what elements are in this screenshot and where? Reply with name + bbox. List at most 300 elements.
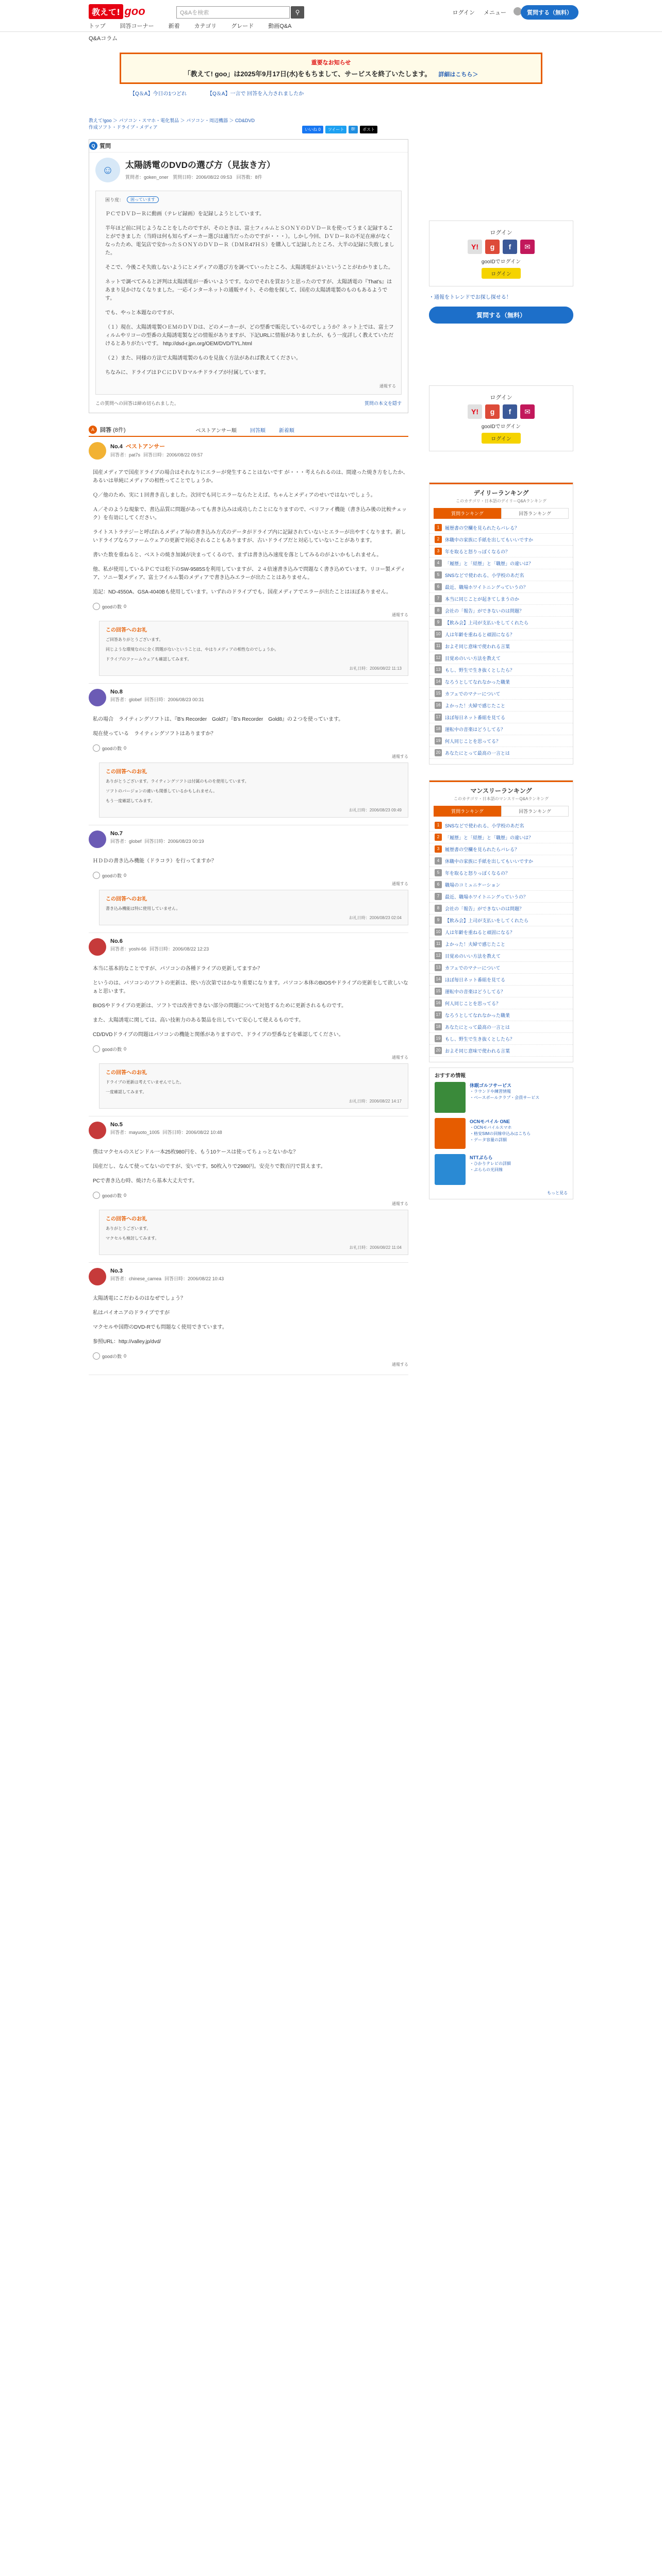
ranking-item[interactable] <box>429 1021 573 1033</box>
answer-paragraph: 太陽誘電にこだわるのはなぜでしょう？ <box>93 1296 186 1301</box>
report-link[interactable]: 通報する <box>379 384 396 388</box>
report-link[interactable]: 通報する <box>392 1201 408 1206</box>
ranking-item-label: 休職中の家族に手紙を出してもいいですか <box>445 537 534 543</box>
hatena-button[interactable]: B! <box>349 126 358 133</box>
ranking-item[interactable] <box>429 926 573 938</box>
good-row <box>89 1192 408 1199</box>
ranking-tabs <box>434 508 569 519</box>
ranking-item[interactable] <box>429 557 573 569</box>
thanks-box <box>99 1063 408 1109</box>
rank-number: 2 <box>435 834 442 841</box>
report-link[interactable]: 通報する <box>392 754 408 759</box>
avatar[interactable] <box>89 831 106 848</box>
good-label: goodの数 <box>102 1353 122 1359</box>
nav-category[interactable]: カテゴリ <box>194 23 217 29</box>
avatar[interactable] <box>89 442 106 460</box>
thanks-paragraph: ご回答ありがとうございます。 <box>106 637 163 642</box>
recommended-title[interactable]: NTTぷらら <box>470 1155 493 1160</box>
hide-question-link[interactable]: 質問の本文を隠す <box>364 401 402 406</box>
answer-paragraph: 国産メディアで国産ドライブの場合はそれなりにエラーが発生することはないです が・・・考えられるのは、間違った焼き方をしたか、あるいは単純にメディアの相性ってことでしょうか。 <box>93 470 408 484</box>
subnav-link-1[interactable]: 【Q＆A】今日の1つどれ <box>130 91 187 97</box>
ranking-item-label: 本当に同じことが起きてしまうのか <box>445 596 520 602</box>
ranking-item[interactable] <box>429 700 573 711</box>
ranking-item[interactable] <box>429 676 573 688</box>
good-count: 0 <box>124 745 127 751</box>
question-paragraph: 半年ほど前に同じようなことをしたのですが、そのときは、富士フィルムとＳＯＮＹのＤＶＤーＲを使ってうまく記録することができました（当時は何も知らずメーカー選びは適当だったのですが・・・）。しかし今回、ＤＶＤーＲの不足在庫がなくなったため、電気店で安かったＳＯＮＹのＤＶＤーＲ（ＤＭＲ47ＨＳ）を購入して記録したところ、大半の記録に失敗しました。 <box>105 226 394 256</box>
nav-top[interactable]: トップ <box>89 23 106 29</box>
avatar[interactable] <box>89 1268 106 1285</box>
search-input[interactable]: Q&Aを検索 <box>176 6 290 19</box>
good-icon[interactable] <box>93 603 100 610</box>
ranking-item[interactable] <box>429 903 573 914</box>
rank-number: 11 <box>435 642 442 650</box>
question-label-text: 質問 <box>100 143 111 149</box>
rank-number: 2 <box>435 536 442 543</box>
good-icon[interactable] <box>93 872 100 879</box>
ranking-item-label: ほぼ毎日ネット番組を見てる <box>445 977 506 982</box>
ranking-item-label: 職場のコミュニケーション <box>445 882 501 888</box>
good-count: 0 <box>124 1353 127 1359</box>
answer-icon: A <box>89 426 97 434</box>
answer-body <box>89 716 408 738</box>
answer-paragraph: 参照URL：http://valley.jp/dvd/ <box>93 1339 161 1345</box>
recommended-link[interactable]: ・データ容量の詳細 <box>470 1138 507 1142</box>
question-icon: Q <box>89 142 97 150</box>
thanks-paragraph: ありがとうございます。 <box>106 1226 151 1231</box>
sns-login <box>429 404 573 419</box>
recommended-link[interactable]: ・ぷららの光回線 <box>470 1167 503 1172</box>
report-link[interactable]: 通報する <box>392 1362 408 1367</box>
rank-number: 9 <box>435 917 442 924</box>
answer-list <box>89 437 408 1375</box>
answer-title-line <box>110 442 206 450</box>
rank-number: 18 <box>435 1023 442 1030</box>
answer-head <box>89 442 408 460</box>
ranking-item-label: よかった！夫婦で感じたこと <box>445 703 506 708</box>
answer-number: No.4 <box>110 444 123 450</box>
ranking-item[interactable] <box>429 855 573 867</box>
answer-number: No.6 <box>110 938 123 944</box>
ranking-item[interactable] <box>429 997 573 1009</box>
sort-newest[interactable]: 新着順 <box>278 428 294 434</box>
notice-title: 重要なお知らせ <box>311 60 351 66</box>
report-link[interactable]: 通報する <box>392 1055 408 1060</box>
rank-number: 16 <box>435 702 442 709</box>
avatar[interactable] <box>89 1122 106 1139</box>
recommended-title[interactable]: 休眠ゴルフサービス <box>470 1083 512 1088</box>
ranking-item[interactable] <box>429 986 573 997</box>
google-icon[interactable]: g <box>485 240 500 254</box>
answer-body <box>89 965 408 1039</box>
answer-paragraph: 僕はマクセルのスピンドル一本25枚980円を、もう10ケースは使ってちょっとないかな？ <box>93 1149 299 1155</box>
ranking-item-label: もし、野生で生き抜くとしたら？ <box>445 667 515 673</box>
notice-link[interactable]: 詳細はこちら＞ <box>438 72 478 78</box>
recommended-list <box>435 1082 568 1185</box>
login-button[interactable]: ログイン <box>482 433 521 444</box>
recommended-item[interactable] <box>435 1082 568 1113</box>
thanks-paragraph: ソフトのバージョンの違いも関係しているかもしれません。 <box>106 789 218 793</box>
more-link[interactable]: もっと見る <box>547 1191 568 1195</box>
answer-head-text <box>110 689 207 703</box>
google-icon[interactable]: g <box>485 404 500 419</box>
ranking-item[interactable] <box>429 962 573 974</box>
answer-head <box>89 1268 408 1285</box>
goo-login-label: gooIDでログイン <box>481 424 521 430</box>
ranking-item-label: 運転中の音楽はどうしてる？ <box>445 726 506 732</box>
breadcrumb[interactable]: 教えて!goo ＞ パソコン・スマホ・電化製品 ＞ パソコン・周辺機器 ＞ CD&DVD 作成ソフト・ドライブ・メディア <box>89 118 255 130</box>
rank-number: 19 <box>435 737 442 744</box>
answers-header <box>89 423 408 437</box>
ranking-item[interactable] <box>429 569 573 581</box>
answer-meta <box>110 838 207 844</box>
question-asker[interactable]: 質問者：goken_oner <box>125 175 169 180</box>
thanks-box <box>99 762 408 818</box>
good-row <box>89 1352 408 1360</box>
rank-number: 6 <box>435 583 442 590</box>
recommended-title[interactable]: OCNモバイル ONE <box>470 1119 510 1124</box>
answer-paragraph: というのは、パソコンのソフトの更新は、使い方次第ではかなり重要になります。パソコン本体のBIOSやドライブの更新をして欲しいなぁと思います。 <box>93 980 408 994</box>
rank-number: 20 <box>435 1047 442 1054</box>
recommended-item[interactable] <box>435 1154 568 1185</box>
answer-item <box>89 825 408 933</box>
tweet-button[interactable]: ツイート <box>325 126 347 133</box>
ranking-item[interactable] <box>429 938 573 950</box>
ranking-item[interactable] <box>429 640 573 652</box>
ranking-item[interactable] <box>429 820 573 832</box>
good-row <box>89 744 408 752</box>
avatar: ☺ <box>95 158 120 182</box>
nav-grade[interactable]: グレード <box>231 23 254 29</box>
difficulty-label: 困り度： <box>105 197 124 202</box>
nav-answer-corner[interactable]: 回答コーナー <box>120 23 154 29</box>
recommended-text <box>470 1118 531 1149</box>
ranking-item[interactable] <box>429 629 573 640</box>
mail-icon[interactable]: ✉ <box>520 240 535 254</box>
ranking-item[interactable] <box>429 593 573 605</box>
question-paragraph: でも、やっと本題なのですが、 <box>105 310 177 316</box>
page-title: 太陽誘電のDVDの選び方（見抜き方） <box>125 160 275 170</box>
rank-number: 5 <box>435 869 442 876</box>
like-button[interactable]: いいね 0 <box>302 126 323 133</box>
daily-ranking <box>429 482 573 765</box>
answer-date: 回答日時：2006/08/22 10:48 <box>162 1130 222 1135</box>
answer-paragraph: 私の場合 ライティングソフトは、『B's Recorder Gold7』『B's Recorder Gold8』の２つを使っています。 <box>93 717 344 722</box>
menu-link[interactable]: メニュー <box>484 10 506 16</box>
ranking-item[interactable] <box>429 688 573 700</box>
rank-number: 17 <box>435 1011 442 1019</box>
ranking-item-label: カフェでのマナーについて <box>445 965 501 971</box>
ranking-item-label: あなたにとって最高の一言とは <box>445 1024 510 1030</box>
ranking-item-label: 最近、職場ホワイトニングっていうの？ <box>445 584 528 590</box>
ranking-item[interactable] <box>429 723 573 735</box>
answer-head-text <box>110 1268 227 1282</box>
question-date: 質問日時：2006/08/22 09:53 <box>173 175 233 180</box>
good-label: goodの数 <box>102 745 122 751</box>
tab-answer-ranking[interactable]: 回答ランキング <box>501 806 569 817</box>
answer-date: 回答日時：2006/08/23 00:31 <box>144 697 204 702</box>
answer-title-line <box>110 938 212 944</box>
ranking-item[interactable] <box>429 735 573 747</box>
rank-number: 12 <box>435 654 442 662</box>
nav-qa-column[interactable]: Q&Aコラム <box>89 36 118 42</box>
recommended-link[interactable]: ・ベースボールクラブ・会員サービス <box>470 1095 540 1100</box>
ranking-item-label: ほぼ毎日ネット番組を見てる <box>445 715 506 720</box>
ask-question-button[interactable]: 質問する（無料） <box>521 5 578 20</box>
thanks-paragraph: 一度確認してみます。 <box>106 1090 147 1094</box>
rank-number: 4 <box>435 560 442 567</box>
ranking-item-label: SNSなどで使われる、小学校のあだ名 <box>445 572 524 578</box>
thanks-date: お礼日時：2006/08/22 14:17 <box>349 1099 402 1104</box>
ranking-title: デイリーランキング <box>429 483 573 498</box>
nav-video-qa[interactable]: 動画Q&A <box>268 23 292 29</box>
ranking-item[interactable] <box>429 617 573 629</box>
ranking-subtitle: このカテゴリ・日本語のデイリーQ&Aランキング <box>456 499 547 503</box>
good-label: goodの数 <box>102 1193 122 1198</box>
logo-main: 教えて! <box>89 4 123 19</box>
site-header <box>0 0 662 32</box>
thanks-title: この回答へのお礼 <box>106 769 147 775</box>
ranking-item-label: 最近、職場ホワイトニングっていうの？ <box>445 894 528 900</box>
answer-item <box>89 933 408 1116</box>
subnav-link-2[interactable]: 【Q＆A】一言で 回答を入力されましたか <box>207 91 304 97</box>
ranking-item[interactable] <box>429 1009 573 1021</box>
recommended-link[interactable]: ・格安SIMの回線申込みはこちら <box>470 1131 531 1136</box>
ranking-item[interactable] <box>429 1033 573 1045</box>
ranking-item-label: 目覚めのいい方法を教えて <box>445 953 501 959</box>
thanks-box <box>99 621 408 676</box>
yahoo-icon[interactable]: Y! <box>468 240 482 254</box>
rank-number: 10 <box>435 631 442 638</box>
good-row <box>89 603 408 610</box>
recommended-thumbnail[interactable] <box>435 1154 466 1185</box>
facebook-icon[interactable]: f <box>503 404 517 419</box>
question-paragraph: そこで、今後こそ失敗しないようにとメディアの選び方を調べていったところ、太陽誘電がよいということがわかりました。 <box>105 265 393 270</box>
good-icon[interactable] <box>93 744 100 752</box>
report-link[interactable]: 通報する <box>392 882 408 886</box>
rank-number: 11 <box>435 940 442 947</box>
ranking-item-label: SNSなどで使われる、小学校のあだ名 <box>445 823 524 828</box>
recommended-item[interactable] <box>435 1118 568 1149</box>
answer-paragraph: 書いた数を重ねると、ベストの焼き加減が決まってくるので、まずは書き込み速度を落としてみるのがよいかもしれません。 <box>93 552 382 558</box>
answer-paragraph: CD/DVDドライブの問題はパソコンの機能と関係がありますので、ドライブの型番などを確認してください。 <box>93 1032 344 1038</box>
answer-body <box>89 469 408 597</box>
answerer-name[interactable]: 回答者：pat7s <box>110 452 141 457</box>
logo-sub: goo <box>124 5 145 18</box>
ranking-item-label: 会社の「報告」ができないのは問題？ <box>445 608 524 614</box>
good-icon[interactable] <box>93 1192 100 1199</box>
ranking-item[interactable] <box>429 546 573 557</box>
thanks-paragraph: マクセルも検討してみます。 <box>106 1236 159 1241</box>
answerer-name[interactable]: 回答者：chinese_camea <box>110 1276 162 1281</box>
ranking-item[interactable] <box>429 652 573 664</box>
ranking-item-label: あなたにとって最高の一言とは <box>445 750 510 756</box>
answer-paragraph: Ｑ／他のため、実に１回書き直しました。次回でも同じエラーならたとえば、ちゃんとメディアのせいではないでしょう。 <box>93 493 376 498</box>
rank-number: 7 <box>435 595 442 602</box>
ranking-item[interactable] <box>429 711 573 723</box>
mail-icon[interactable]: ✉ <box>520 404 535 419</box>
thanks-date: お礼日時：2006/08/23 02:04 <box>349 916 402 920</box>
rank-number: 20 <box>435 749 442 756</box>
recommended-thumbnail[interactable] <box>435 1082 466 1113</box>
rank-number: 4 <box>435 857 442 865</box>
answers-label: 回答 (8件) <box>100 427 126 433</box>
facebook-icon[interactable]: f <box>503 240 517 254</box>
ranking-item[interactable] <box>429 843 573 855</box>
yahoo-icon[interactable]: Y! <box>468 404 482 419</box>
avatar[interactable] <box>89 938 106 956</box>
ranking-item-label: 「履歴」と「経歴」と「職歴」の違いは？ <box>445 561 534 566</box>
ranking-item[interactable] <box>429 522 573 534</box>
good-icon[interactable] <box>93 1352 100 1360</box>
question-body <box>105 210 396 377</box>
ranking-item[interactable] <box>429 1045 573 1057</box>
header-links <box>445 8 506 16</box>
answer-head-text <box>110 831 207 844</box>
ranking-item[interactable] <box>429 974 573 986</box>
question-closed-note: この質問への回答は締め切られました。 <box>95 401 179 406</box>
ranking-item[interactable] <box>429 950 573 962</box>
rank-number: 8 <box>435 905 442 912</box>
question-answer-count: 回答数：8件 <box>236 175 262 180</box>
recommended-text <box>470 1082 539 1113</box>
login-title: ログイン <box>490 395 512 401</box>
ranking-list <box>429 820 573 1057</box>
answer-title-line <box>110 831 207 837</box>
recommended-link[interactable]: ・ラウンドや練習情報 <box>470 1089 511 1094</box>
good-icon[interactable] <box>93 1045 100 1053</box>
monthly-ranking <box>429 780 573 1062</box>
sns-login <box>429 240 573 254</box>
sort-answer-order[interactable]: 回答順 <box>250 428 266 434</box>
answer-item <box>89 1116 408 1263</box>
rank-number: 3 <box>435 548 442 555</box>
ranking-item[interactable] <box>429 891 573 903</box>
thanks-paragraph: 同じような環境なのに全く問題がないということは、やはりメディアの相性なのでしょうか。 <box>106 647 279 652</box>
ranking-item[interactable] <box>429 605 573 617</box>
login-box <box>429 221 573 286</box>
rank-number: 1 <box>435 822 442 829</box>
recommended-link[interactable]: ・ひかりテレビの詳細 <box>470 1161 511 1166</box>
thanks-paragraph: もう一度確認してみます。 <box>106 799 155 803</box>
answerer-name[interactable]: 回答者：yoshi-66 <box>110 946 147 952</box>
answer-paragraph: また、太陽誘電に関しては、高い技術力のある製品を出していて安心して使えるものです。 <box>93 1018 304 1023</box>
rank-number: 3 <box>435 845 442 853</box>
ranking-item[interactable] <box>429 534 573 546</box>
good-count: 0 <box>124 873 127 878</box>
global-nav <box>89 22 291 30</box>
ranking-item[interactable] <box>429 879 573 891</box>
rank-number: 6 <box>435 881 442 888</box>
answer-date: 回答日時：2006/08/22 10:43 <box>164 1276 224 1281</box>
answerer-name[interactable]: 回答者：globef <box>110 839 142 844</box>
ask-question-button-side[interactable]: 質問する（無料） <box>429 307 573 324</box>
ranking-item-label: なろうとしてなれなかった職業 <box>445 1012 510 1018</box>
ranking-item[interactable] <box>429 747 573 759</box>
recommended-title: おすすめ情報 <box>435 1073 466 1079</box>
tab-question-ranking[interactable]: 質問ランキング <box>434 508 501 519</box>
search-icon[interactable]: ⚲ <box>291 6 304 19</box>
ranking-item-label: よかった！夫婦で感じたこと <box>445 941 506 947</box>
ranking-item[interactable] <box>429 867 573 879</box>
rank-number: 8 <box>435 607 442 614</box>
sort-best[interactable]: ベストアンサー順 <box>195 428 237 434</box>
question-title-row <box>89 152 408 188</box>
answer-paragraph: 本当に基本的なことですが、パソコンの各種ドライブの更新してますか？ <box>93 966 263 972</box>
rank-number: 19 <box>435 1035 442 1042</box>
answer-head <box>89 938 408 956</box>
answer-title-line <box>110 689 207 695</box>
tab-answer-ranking[interactable]: 回答ランキング <box>501 508 569 519</box>
ranking-item-label: もし、野生で生き抜くとしたら？ <box>445 1036 515 1042</box>
thanks-title: この回答へのお礼 <box>106 1070 147 1076</box>
question-label <box>89 140 408 152</box>
question-body-box <box>95 191 402 395</box>
good-label: goodの数 <box>102 873 122 878</box>
ranking-item-label: 年を取ると怒りっぽくなるの？ <box>445 549 510 554</box>
answer-paragraph: 私はパイオニアのドライブですが <box>93 1310 170 1316</box>
rank-number: 10 <box>435 928 442 936</box>
ranking-item[interactable] <box>429 914 573 926</box>
ranking-item-label: 【飲み会】上司が支払いをしてくれたら <box>445 918 529 923</box>
answerer-name[interactable]: 回答者：globef <box>110 697 142 702</box>
answer-body <box>89 1295 408 1346</box>
share-bar <box>302 126 377 133</box>
notice-body: 「教えて! goo」は2025年9月17日(水)をもちまして、サービスを終了いたします。 <box>184 70 432 78</box>
answer-sort <box>196 426 294 434</box>
thanks-box <box>99 890 408 925</box>
answerer-name[interactable]: 回答者：mayuoto_1005 <box>110 1130 160 1135</box>
report-link[interactable]: 通報する <box>392 613 408 617</box>
recommended-link[interactable]: ・OCNモバイルスマホ <box>470 1125 512 1130</box>
ranking-item-label: 「履歴」と「経歴」と「職歴」の違いは？ <box>445 835 534 840</box>
ranking-item[interactable] <box>429 664 573 676</box>
important-notice <box>120 53 542 84</box>
good-label: goodの数 <box>102 1046 122 1052</box>
thanks-date: お礼日時：2006/08/22 11:04 <box>349 1245 402 1250</box>
login-link[interactable]: ログイン <box>452 10 475 16</box>
answer-date: 回答日時：2006/08/22 12:23 <box>150 946 209 952</box>
good-count: 0 <box>124 1193 127 1198</box>
ranking-item-label: カフェでのマナーについて <box>445 691 501 697</box>
ranking-item[interactable] <box>429 581 573 593</box>
recommended-thumbnail[interactable] <box>435 1118 466 1149</box>
tab-question-ranking[interactable]: 質問ランキング <box>434 806 501 817</box>
best-answer-badge: ベストアンサー <box>125 444 166 450</box>
post-button[interactable]: ポスト <box>360 126 377 133</box>
answer-paragraph: 現在使っている ライティングソフトはありますか？ <box>93 731 216 737</box>
ranking-item-label: 会社の「報告」ができないのは問題？ <box>445 906 524 911</box>
answer-number: No.5 <box>110 1122 123 1128</box>
side-link[interactable]: ・通報をトレンドでお探し探せる！ <box>429 295 511 300</box>
thanks-title: この回答へのお礼 <box>106 896 147 902</box>
recommended-text <box>470 1154 511 1185</box>
answer-title-line <box>110 1268 227 1274</box>
rank-number: 16 <box>435 999 442 1007</box>
answer-item <box>89 1263 408 1375</box>
avatar[interactable] <box>89 689 106 706</box>
site-logo[interactable] <box>89 4 166 19</box>
ranking-item-label: 年を取ると怒りっぽくなるの？ <box>445 870 510 876</box>
sub-nav <box>73 89 589 97</box>
good-count: 0 <box>124 604 127 609</box>
rank-number: 18 <box>435 725 442 733</box>
answer-head-text <box>110 442 206 458</box>
nav-new[interactable]: 新着 <box>168 23 180 29</box>
answer-number: No.3 <box>110 1268 123 1274</box>
ranking-item[interactable] <box>429 832 573 843</box>
login-button[interactable]: ログイン <box>482 268 521 279</box>
answer-head-text <box>110 938 212 952</box>
